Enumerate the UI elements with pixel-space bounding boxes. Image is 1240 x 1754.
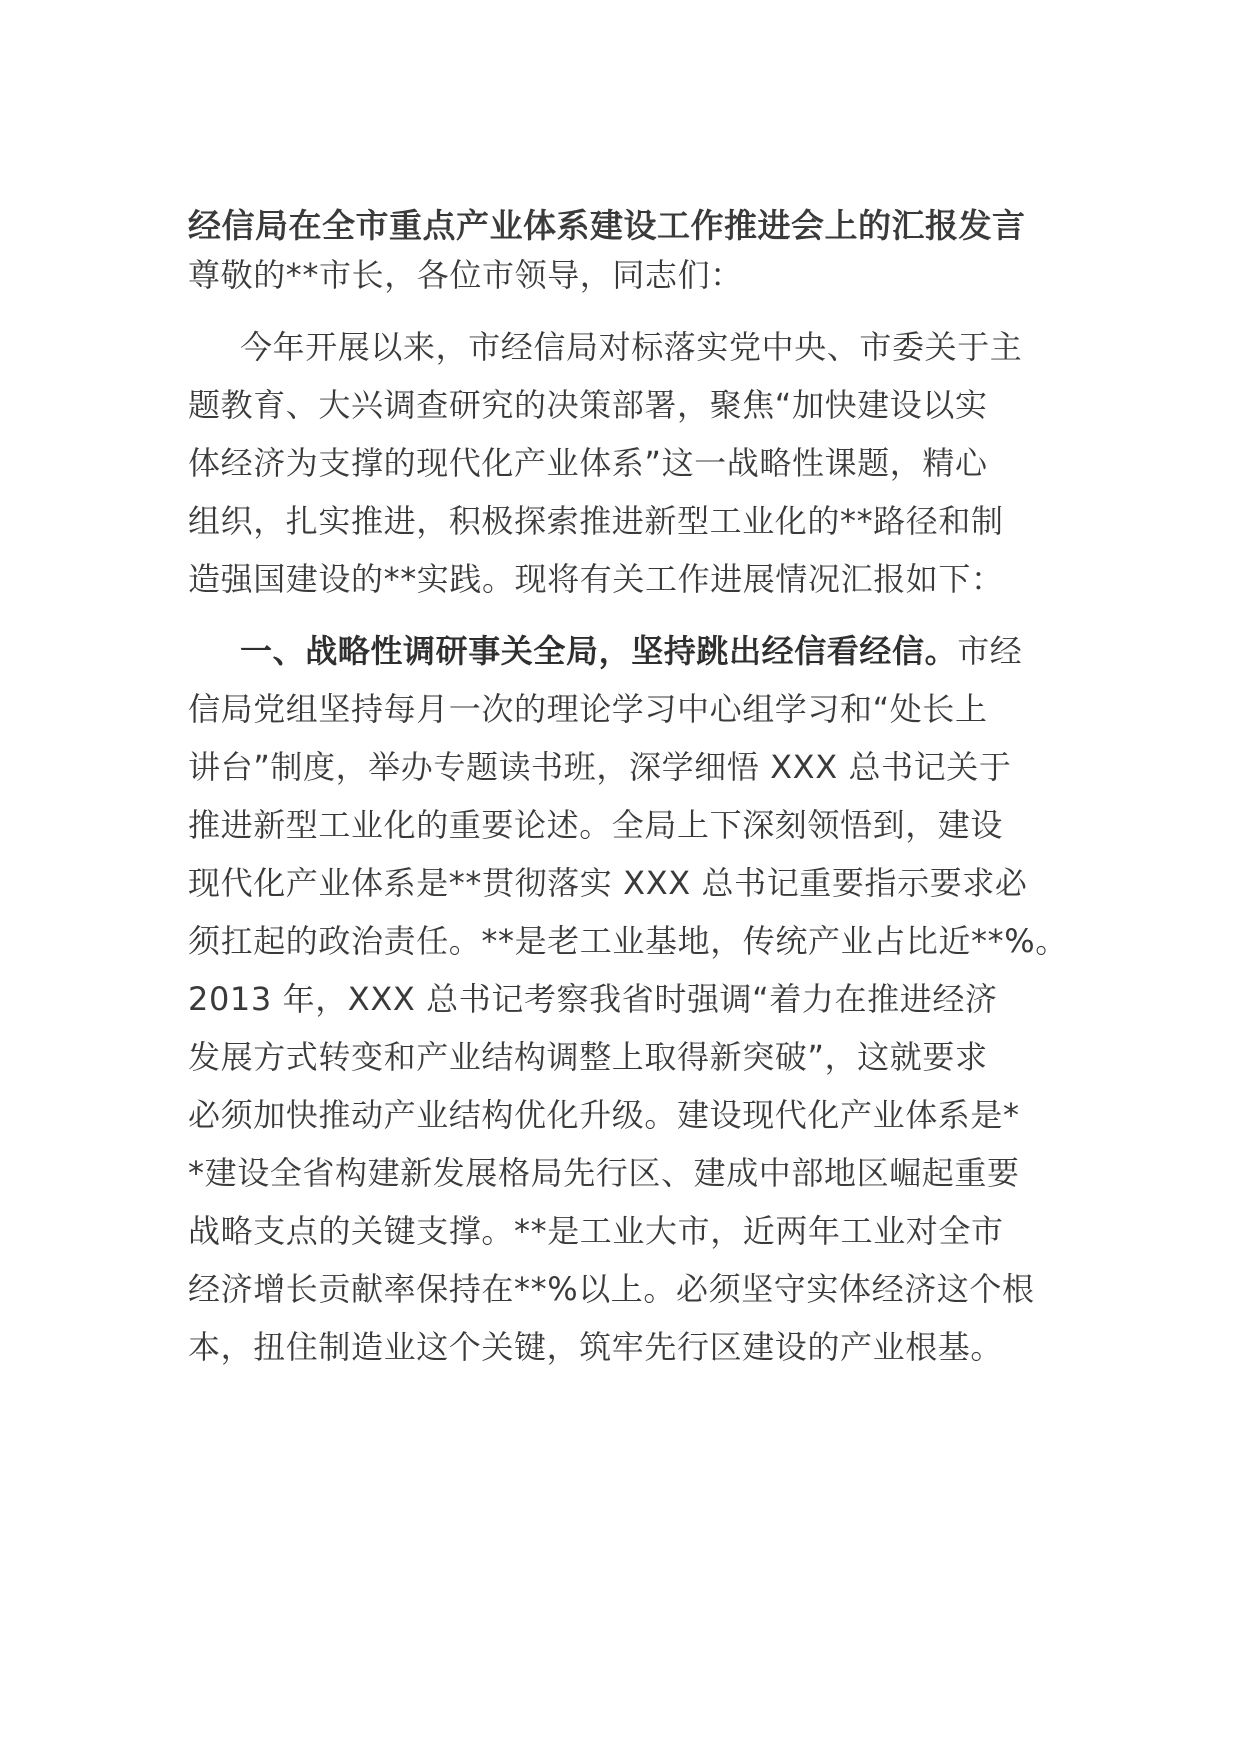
section-1-line: 必须加快推动产业结构优化升级。建设现代化产业体系是* [188,1096,1020,1134]
section-1-line: 战略支点的关键支撑。**是工业大市，近两年工业对全市 [188,1212,1004,1250]
section-1-line: 现代化产业体系是**贯彻落实 XXX 总书记重要指示要求必 [188,864,1028,902]
section-1-line: *建设全省构建新发展格局先行区、建成中部地区崛起重要 [188,1154,1020,1192]
intro-line: 今年开展以来，市经信局对标落实党中央、市委关于主 [240,328,1023,366]
section-1-heading: 一、战略性调研事关全局，坚持跳出经信看经信。 [240,632,958,670]
section-1-line: 信局党组坚持每月一次的理论学习中心组学习和“处长上 [188,690,988,728]
intro-line: 题教育、大兴调查研究的决策部署，聚焦“加快建设以实 [188,386,988,424]
salutation: 尊敬的**市长，各位市领导，同志们： [188,256,743,294]
intro-line: 造强国建设的**实践。现将有关工作进展情况汇报如下： [188,560,1004,598]
section-1-line: 推进新型工业化的重要论述。全局上下深刻领悟到，建设 [188,806,1004,844]
section-1-line: 2013 年，XXX 总书记考察我省时强调“着力在推进经济 [188,980,998,1018]
intro-line: 组织，扎实推进，积极探索推进新型工业化的**路径和制 [188,502,1004,540]
section-1-line: 讲台”制度，举办专题读书班，深学细悟 XXX 总书记关于 [188,748,1012,786]
section-1-line: 须扛起的政治责任。**是老工业基地，传统产业占比近**%。 [188,922,1068,960]
section-1-first-line-text: 市经 [957,632,1023,670]
document-title: 经信局在全市重点产业体系建设工作推进会上的汇报发言 [188,206,1026,245]
section-1-line: 经济增长贡献率保持在**%以上。必须坚守实体经济这个根 [188,1270,1035,1308]
section-1-line: 本，扭住制造业这个关键，筑牢先行区建设的产业根基。 [188,1328,1004,1366]
section-1-first-line [240,628,1022,674]
section-1-line: 发展方式转变和产业结构调整上取得新突破”，这就要求 [188,1038,988,1076]
intro-line: 体经济为支撑的现代化产业体系”这一战略性课题，精心 [188,444,988,482]
